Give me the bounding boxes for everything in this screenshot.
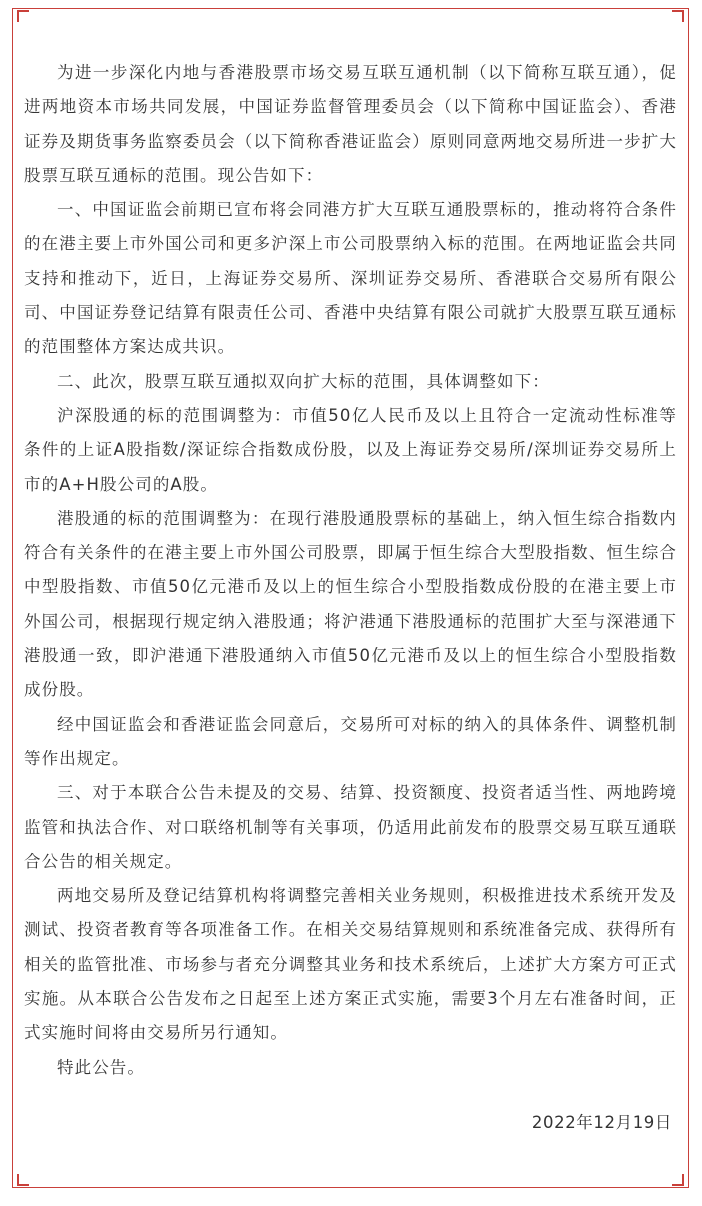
- paragraph-intro: 为进一步深化内地与香港股票市场交易互联互通机制（以下简称互联互通），促进两地资本市场共同发展，中国证券监督管理委员会（以下简称中国证监会）、香港证券及期货事务监察委员会（以下简称香港证监会）原则同意两地交易所进一步扩大股票互联互通标的范围。现公告如下：: [24, 63, 677, 185]
- paragraph-section-one: 一、中国证监会前期已宣布将会同港方扩大互联互通股票标的，推动将符合条件的在港主要上市外国公司和更多沪深上市公司股票纳入标的范围。在两地证监会共同支持和推动下，近日，上海证券交易所、深圳证券交易所、香港联合交易所有限公司、中国证券登记结算有限责任公司、香港中央结算有限公司就扩大股票互联互通标的范围整体方案达成共识。: [24, 200, 677, 357]
- frame-corner-bottom-left: [17, 1174, 29, 1186]
- paragraph-section-two: 二、此次，股票互联互通拟双向扩大标的范围，具体调整如下：: [57, 371, 550, 391]
- paragraph-section-three: 三、对于本联合公告未提及的交易、结算、投资额度、投资者适当性、两地跨境监管和执法合作、对口联络机制等有关事项，仍适用此前发布的股票交易互联互通联合公告的相关规定。: [24, 783, 677, 871]
- paragraph-northbound-scope: 沪深股通的标的范围调整为：市值50亿人民币及以上且符合一定流动性标准等条件的上证A股指数/深证综合指数成份股，以及上海证券交易所/深圳证券交易所上市的A+H股公司的A股。: [24, 405, 677, 494]
- paragraph-approval: 经中国证监会和香港证监会同意后，交易所可对标的纳入的具体条件、调整机制等作出规定。: [24, 714, 677, 768]
- announcement-body: [24, 56, 677, 1085]
- frame-corner-top-right: [672, 10, 684, 22]
- paragraph-closing: 特此公告。: [57, 1057, 145, 1077]
- frame-corner-bottom-right: [672, 1174, 684, 1186]
- frame-corner-top-left: [17, 10, 29, 22]
- paragraph-implementation: 两地交易所及登记结算机构将调整完善相关业务规则，积极推进技术系统开发及测试、投资者教育等各项准备工作。在相关交易结算规则和系统准备完成、获得所有相关的监管批准、市场参与者充分调整其业务和技术系统后，上述扩大方案方可正式实施。从本联合公告发布之日起至上述方案正式实施，需要3个月左右准备时间，正式实施时间将由交易所另行通知。: [24, 886, 677, 1043]
- paragraph-southbound-scope: 港股通的标的范围调整为：在现行港股通股票标的基础上，纳入恒生综合指数内符合有关条件的在港主要上市外国公司股票，即属于恒生综合大型股指数、恒生综合中型股指数、市值50亿元港币及以上的恒生综合小型股指数成份股的在港主要上市外国公司，根据现行规定纳入港股通；将沪港通下港股通标的范围扩大至与深港通下港股通一致，即沪港通下港股通纳入市值50亿元港币及以上的恒生综合小型股指数成份股。: [24, 508, 677, 700]
- announcement-date: 2022年12月19日: [531, 1113, 672, 1132]
